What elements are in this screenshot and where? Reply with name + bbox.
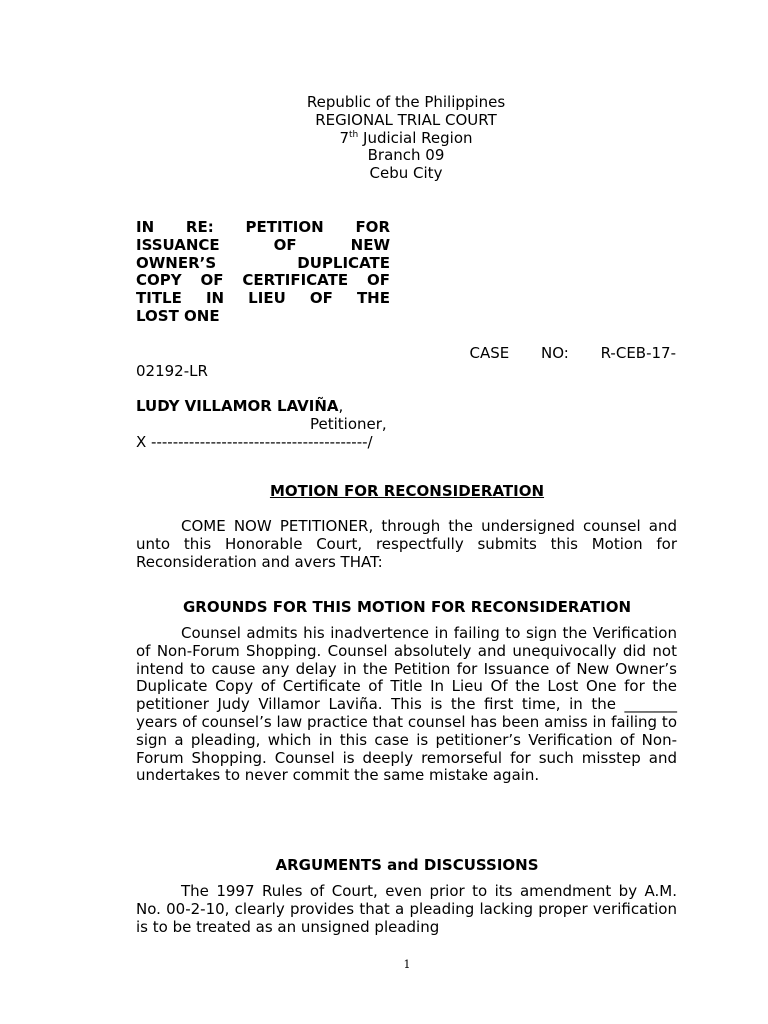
caption-title-line: COPY OF CERTIFICATE OF: [136, 271, 390, 290]
petitioner-line: [136, 398, 436, 416]
region-text: Judicial Region: [358, 128, 473, 147]
caption-title-line: ISSUANCE OF NEW: [136, 235, 390, 254]
motion-title: MOTION FOR RECONSIDERATION: [269, 482, 545, 500]
republic-line: Republic of the Philippines: [306, 93, 506, 111]
grounds-paragraph: [136, 625, 677, 785]
case-number: [136, 345, 677, 381]
region-ordinal-suffix: th: [349, 129, 359, 140]
page-number: 1: [403, 958, 411, 971]
court-name: REGIONAL TRIAL COURT: [315, 110, 497, 129]
caption-separator: X ----------------------------------------/: [136, 432, 373, 451]
caption-title-line: IN RE: PETITION FOR: [136, 218, 390, 236]
grounds-heading: GROUNDS FOR THIS MOTION FOR RECONSIDERATION: [182, 598, 632, 616]
case-number-line-1: CASE NO: R-CEB-17-: [469, 344, 676, 362]
intro-paragraph: [136, 518, 677, 571]
caption-title-line: OWNER’S DUPLICATE: [136, 253, 390, 272]
judicial-region: [0, 130, 768, 148]
grounds-paragraph-text: Counsel admits his inadvertence in failing to sign the Verification of Non-Forum Shopping. Counsel absolutely and unequivocally did not intend to cause any delay in the Petition for Issuance of New Owner’s Duplicate Copy of Certificate of Title In Lieu Of the Lost One for the petitioner Judy Villamor Laviña. This is the first time, in the _______ years of counsel’s law practice that counsel has been amiss in failing to sign a pleading, which in this case is petitioner’s Verification of Non-Forum Shopping. Counsel is deeply remorseful for such misstep and undertakes to never commit the same mistake again.: [136, 624, 677, 785]
caption-title-line: TITLE IN LIEU OF THE: [136, 289, 390, 308]
petition-caption-title: [136, 219, 390, 326]
court-header: [0, 94, 768, 183]
branch-line: Branch 09: [367, 146, 445, 165]
petitioner-role: Petitioner,: [310, 414, 387, 433]
region-number: 7: [339, 128, 350, 147]
arguments-paragraph: [136, 883, 677, 936]
party-block: [136, 398, 436, 451]
case-number-line-2: 02192-LR: [136, 361, 208, 380]
city-line: Cebu City: [369, 164, 443, 183]
intro-paragraph-text: COME NOW PETITIONER, through the undersigned counsel and unto this Honorable Court, respectfully submits this Motion for Reconsideration and avers THAT:: [136, 517, 677, 571]
arguments-paragraph-text: The 1997 Rules of Court, even prior to its amendment by A.M. No. 00-2-10, clearly provides that a pleading lacking proper verification is to be treated as an unsigned pleading: [136, 882, 677, 936]
petitioner-name: LUDY VILLAMOR LAVIÑA: [136, 397, 339, 415]
caption-title-line: LOST ONE: [136, 306, 220, 325]
arguments-heading: ARGUMENTS and DISCUSSIONS: [275, 856, 539, 874]
petitioner-comma: ,: [338, 397, 344, 415]
